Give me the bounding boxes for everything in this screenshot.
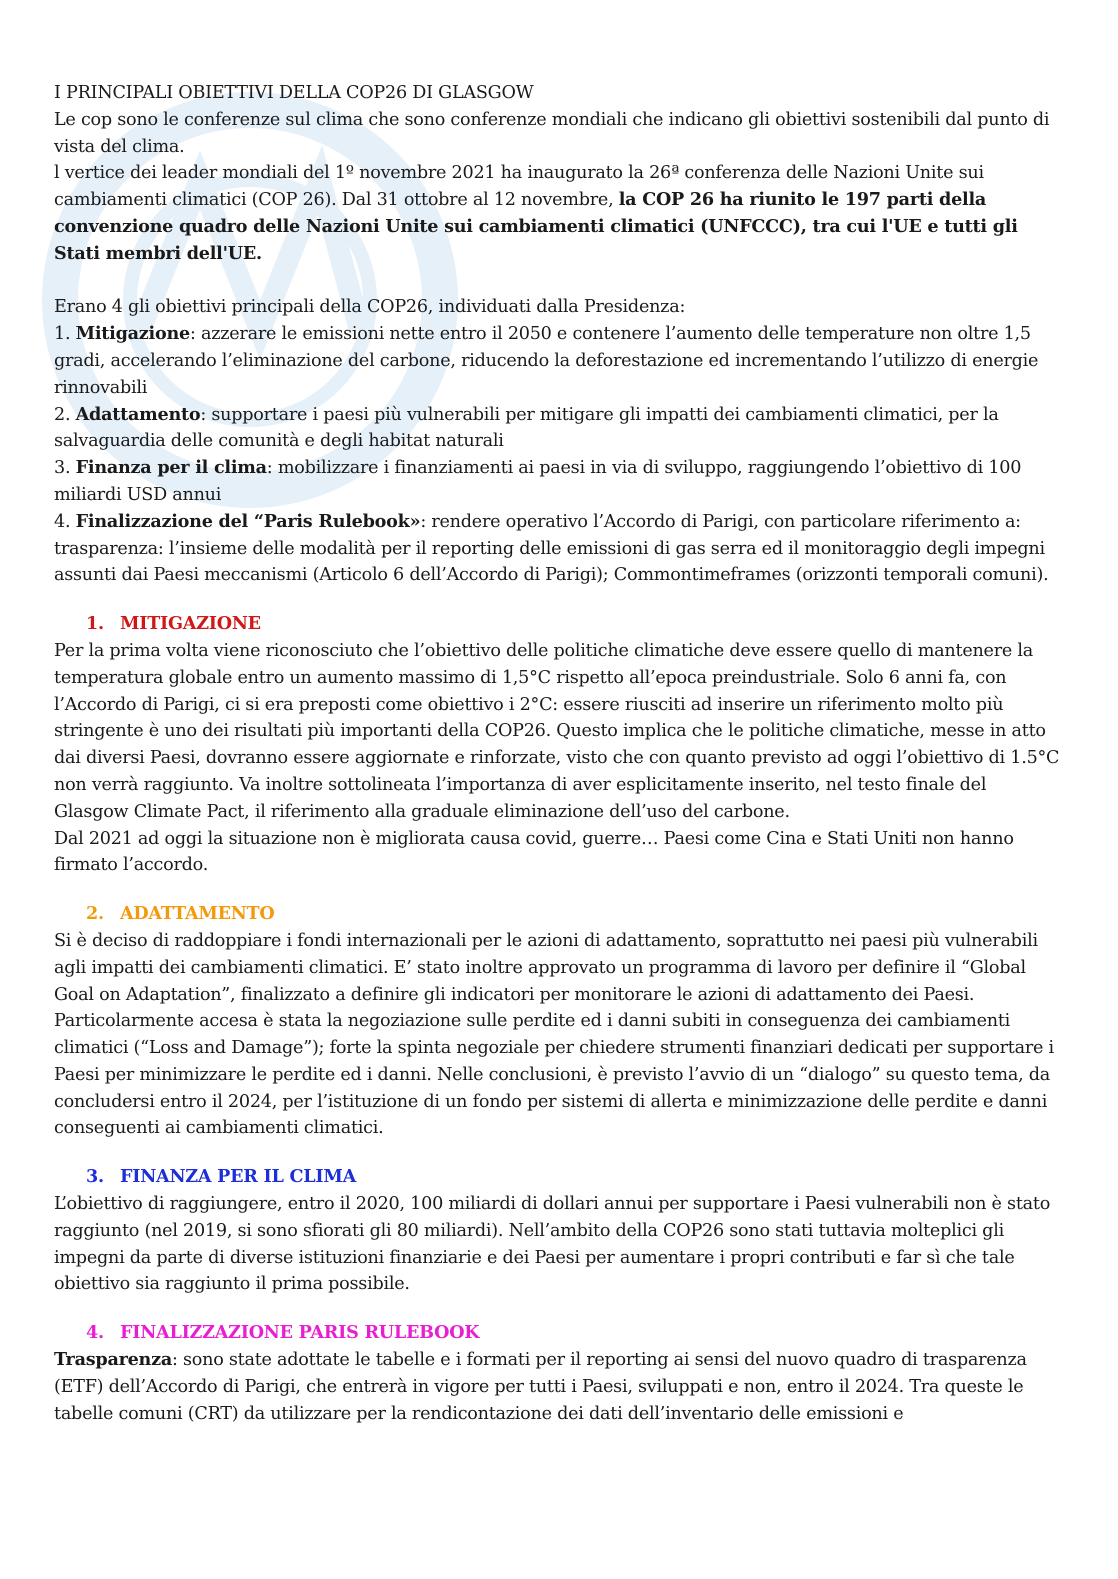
- intro-text: l vertice dei leader mondiali del 1º novembre 2021 ha inaugurato la 26ª conferenza delle Nazioni Unite sui cambiamenti climatici (COP 26). Dal 31 ottobre al 12 novembre,: [54, 163, 984, 211]
- section-heading-mitigazione: 1. MITIGAZIONE: [86, 613, 261, 635]
- objectives-lead: Erano 4 gli obiettivi principali della COP26, individuati dalla Presidenza:: [54, 297, 686, 318]
- objective-term: Mitigazione: [75, 323, 190, 345]
- rulebook-term: Trasparenza: [54, 1349, 172, 1371]
- section-heading-rulebook: 4. FINALIZZAZIONE PARIS RULEBOOK: [86, 1322, 480, 1344]
- page-title: I PRINCIPALI OBIETTIVI DELLA COP26 DI GLASGOW: [54, 83, 534, 103]
- objective-item: 3. Finanza per il clima: mobilizzare i finanziamenti ai paesi in via di sviluppo, raggiungendo l’obiettivo di 100 miliardi USD annui: [54, 457, 1022, 505]
- section-body-rulebook: Trasparenza: sono state adottate le tabelle e i formati per il reporting ai sensi del nuovo quadro di trasparenza (ETF) dell’Accordo di Parigi, che entrerà in vigore per tutti i Paesi, sviluppati e non, entro il 2024. Tra queste le tabelle comuni (CRT) da utilizzare per la rendicontazione dei dati dell’inventario delle emissioni e: [54, 1349, 1027, 1424]
- intro-paragraph-1: Le cop sono le conferenze sul clima che sono conferenze mondiali che indicano gli obiettivi sostenibili dal punto di vista del clima.: [54, 109, 1050, 157]
- objective-item: 1. Mitigazione: azzerare le emissioni nette entro il 2050 e contenere l’aumento delle temperature non oltre 1,5 gradi, accelerando l’eliminazione del carbone, riducendo la deforestazione ed incrementando l’utilizzo di energie rinnovabili: [54, 323, 1039, 398]
- section-heading-adattamento: 2. ADATTAMENTO: [86, 903, 275, 925]
- section-body-adattamento: Si è deciso di raddoppiare i fondi internazionali per le azioni di adattamento, soprattutto nei paesi più vulnerabili agli impatti dei cambiamenti climatici. E’ stato inoltre approvato un programma di lavoro per definire il “Global Goal on Adaptation”, finalizzato a definire gli indicatori per monitorare le azioni di adattamento dei Paesi. Particolarmente accesa è stata la negoziazione sulle perdite ed i danni subiti in conseguenza dei cambiamenti climatici (“Loss and Damage”); forte la spinta negoziale per chiedere strumenti finanziari dedicati per supportare i Paesi per minimizzare le perdite ed i danni. Nelle conclusioni, è previsto l’avvio di un “dialogo” su questo tema, da concludersi entro il 2024, per l’istituzione di un fondo per sistemi di allerta e minimizzazione delle perdite e danni conseguenti ai cambiamenti climatici.: [54, 930, 1054, 1139]
- objective-item: 2. Adattamento: supportare i paesi più vulnerabili per mitigare gli impatti dei cambiamenti climatici, per la salvaguardia delle comunità e degli habitat naturali: [54, 403, 999, 452]
- section-body-mitigazione: Per la prima volta viene riconosciuto che l’obiettivo delle politiche climatiche deve essere quello di mantenere la temperatura globale entro un aumento massimo di 1,5°C rispetto all’epoca preindustriale. Solo 6 anni fa, con l’Accordo di Parigi, ci si era preposti come obiettivo i 2°C: essere riusciti ad inserire un riferimento molto più stringente è uno dei risultati più importanti della COP26. Questo implica che le politiche climatiche, messe in atto dai diversi Paesi, dovranno essere aggiornate e rinforzate, visto che con quanto previsto ad oggi l’obiettivo di 1.5°C non verrà raggiunto. Va inoltre sottolineata l’importanza di aver esplicitamente inserito, nel testo finale del Glasgow Climate Pact, il riferimento alla graduale eliminazione dell’uso del carbone.: [54, 640, 1060, 822]
- document-body: [54, 80, 1064, 1427]
- section-body-mitigazione-2: Dal 2021 ad oggi la situazione non è migliorata causa covid, guerre… Paesi come Cina e Stati Uniti non hanno firmato l’accordo.: [54, 828, 1014, 876]
- objective-term: Finalizzazione del “Paris Rulebook»: [75, 510, 421, 532]
- intro-paragraph-2: [54, 160, 1064, 267]
- objective-term: Finanza per il clima: [75, 457, 267, 479]
- intro-bold-text: la COP 26 ha riunito le 197 parti della convenzione quadro delle Nazioni Unite sui cambiamenti climatici (UNFCCC), tra cui l'UE e tutti gli Stati membri dell'UE.: [54, 189, 1018, 264]
- objective-term: Adattamento: [75, 403, 201, 425]
- section-body-finanza: L’obiettivo di raggiungere, entro il 2020, 100 miliardi di dollari annui per supportare i Paesi vulnerabili non è stato raggiunto (nel 2019, si sono sfiorati gli 80 miliardi). Nell’ambito della COP26 sono stati tuttavia molteplici gli impegni da parte di diverse istituzioni finanziarie e dei Paesi per aumentare i propri contributi e far sì che tale obiettivo sia raggiunto il prima possibile.: [54, 1194, 1051, 1295]
- section-heading-finanza: 3. FINANZA PER IL CLIMA: [86, 1166, 356, 1188]
- objective-item: 4. Finalizzazione del “Paris Rulebook»: rendere operativo l’Accordo di Parigi, con particolare riferimento a: trasparenza: l’insieme delle modalità per il reporting delle emissioni di gas serra ed il monitoraggio degli impegni assunti dai Paesi meccanismi (Articolo 6 dell’Accordo di Parigi); Commontimeframes (orizzonti temporali comuni).: [54, 510, 1049, 586]
